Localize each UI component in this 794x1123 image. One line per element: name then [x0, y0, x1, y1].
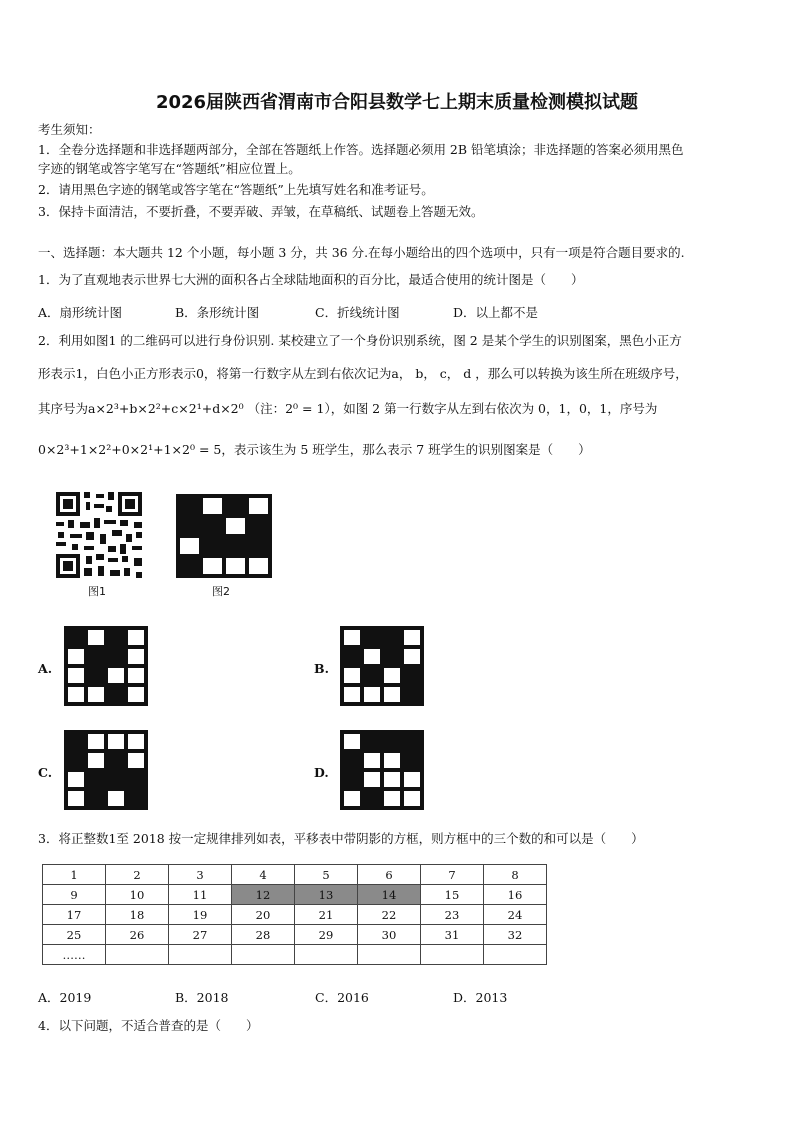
- table-cell: 22: [358, 905, 421, 925]
- black-square: [106, 751, 126, 770]
- notice-item: 2．请用黑色字迹的钢笔或答字笔在“答题纸”上先填写姓名和准考证号。: [38, 182, 434, 197]
- table-cell: 19: [169, 905, 232, 925]
- white-square: [362, 685, 382, 704]
- black-square: [362, 666, 382, 685]
- q2-option-b-pattern[interactable]: [340, 626, 424, 706]
- black-square: [382, 732, 402, 751]
- black-square: [402, 666, 422, 685]
- notice-item: 1．全卷分选择题和非选择题两部分，全部在答题纸上作答。选择题必须用 2B 铅笔填涂；非选择题的答案必须用黑色: [38, 142, 684, 157]
- white-square: [224, 556, 247, 576]
- q2-option-d-pattern[interactable]: [340, 730, 424, 810]
- white-square: [382, 770, 402, 789]
- black-square: [66, 628, 86, 647]
- black-square: [66, 732, 86, 751]
- table-cell: 26: [106, 925, 169, 945]
- white-square: [126, 732, 146, 751]
- white-square: [126, 666, 146, 685]
- q2-option-d-label[interactable]: D.: [314, 765, 329, 780]
- table-cell: 13: [295, 885, 358, 905]
- black-square: [86, 770, 106, 789]
- white-square: [126, 751, 146, 770]
- q2-option-c-pattern[interactable]: [64, 730, 148, 810]
- black-square: [178, 556, 201, 576]
- table-cell: 1: [43, 865, 106, 885]
- white-square: [382, 751, 402, 770]
- table-cell: 27: [169, 925, 232, 945]
- white-square: [362, 647, 382, 666]
- white-square: [402, 628, 422, 647]
- table-cell: 14: [358, 885, 421, 905]
- white-square: [201, 496, 224, 516]
- table-row: [43, 865, 547, 885]
- white-square: [382, 666, 402, 685]
- table-cell: [106, 945, 169, 965]
- white-square: [66, 770, 86, 789]
- question-2-line: 2．利用如图1 的二维码可以进行身份识别. 某校建立了一个身份识别系统，图 2 是某个学生的识别图案，黑色小正方: [38, 333, 682, 348]
- table-cell: 11: [169, 885, 232, 905]
- white-square: [106, 666, 126, 685]
- white-square: [66, 666, 86, 685]
- table-cell: [421, 945, 484, 965]
- white-square: [66, 685, 86, 704]
- black-square: [66, 751, 86, 770]
- q1-option-c[interactable]: C．折线统计图: [315, 305, 400, 320]
- figure-1-caption: 图1: [88, 585, 106, 598]
- black-square: [178, 496, 201, 516]
- black-square: [86, 666, 106, 685]
- black-square: [106, 685, 126, 704]
- table-cell: 6: [358, 865, 421, 885]
- table-cell: 32: [484, 925, 547, 945]
- table-cell: [169, 945, 232, 965]
- table-cell: [484, 945, 547, 965]
- table-cell: [295, 945, 358, 965]
- q1-option-b[interactable]: B．条形统计图: [175, 305, 260, 320]
- table-cell: 31: [421, 925, 484, 945]
- table-cell: 25: [43, 925, 106, 945]
- notice-item: 3．保持卡面清洁，不要折叠，不要弄破、弄皱，在草稿纸、试题卷上答题无效。: [38, 204, 484, 219]
- white-square: [342, 685, 362, 704]
- white-square: [342, 628, 362, 647]
- q2-option-a-label[interactable]: A.: [38, 661, 53, 676]
- white-square: [86, 751, 106, 770]
- question-2-line: 其序号为a×2³+b×2²+c×2¹+d×2⁰ （注：2⁰ = 1），如图 2 第一行数字从左到右依次为 0，1，0，1，序号为: [38, 401, 658, 416]
- q3-option-b[interactable]: B．2018: [175, 990, 229, 1005]
- table-cell: 9: [43, 885, 106, 905]
- table-cell: 10: [106, 885, 169, 905]
- black-square: [362, 789, 382, 808]
- q2-option-c-label[interactable]: C.: [38, 765, 53, 780]
- black-square: [402, 751, 422, 770]
- black-square: [224, 496, 247, 516]
- q1-option-a[interactable]: A．扇形统计图: [38, 305, 123, 320]
- table-cell: 2: [106, 865, 169, 885]
- white-square: [126, 628, 146, 647]
- table-cell: ……: [43, 945, 106, 965]
- question-1-stem: 1．为了直观地表示世界七大洲的面积各占全球陆地面积的百分比，最适合使用的统计图是（ ）: [38, 272, 584, 287]
- q3-option-c[interactable]: C．2016: [315, 990, 369, 1005]
- white-square: [106, 732, 126, 751]
- white-square: [402, 770, 422, 789]
- table-row: [43, 945, 547, 965]
- white-square: [402, 647, 422, 666]
- black-square: [382, 647, 402, 666]
- black-square: [126, 770, 146, 789]
- table-cell: 18: [106, 905, 169, 925]
- table-cell: 7: [421, 865, 484, 885]
- table-row: [43, 925, 547, 945]
- table-cell: 15: [421, 885, 484, 905]
- table-cell: 3: [169, 865, 232, 885]
- white-square: [126, 647, 146, 666]
- table-cell: 29: [295, 925, 358, 945]
- q3-option-a[interactable]: A．2019: [38, 990, 92, 1005]
- black-square: [178, 516, 201, 536]
- black-square: [201, 516, 224, 536]
- table-cell: 4: [232, 865, 295, 885]
- page-title: 2026届陕西省渭南市合阳县数学七上期末质量检测模拟试题: [155, 92, 639, 113]
- number-table: [42, 864, 547, 965]
- white-square: [106, 789, 126, 808]
- table-cell: 12: [232, 885, 295, 905]
- table-cell: 28: [232, 925, 295, 945]
- white-square: [86, 628, 106, 647]
- white-square: [247, 556, 270, 576]
- white-square: [382, 685, 402, 704]
- table-cell: 16: [484, 885, 547, 905]
- table-cell: 8: [484, 865, 547, 885]
- white-square: [201, 556, 224, 576]
- q3-option-d[interactable]: D．2013: [453, 990, 508, 1005]
- white-square: [66, 647, 86, 666]
- white-square: [342, 666, 362, 685]
- question-4-stem: 4．以下问题，不适合普查的是（ ）: [38, 1018, 259, 1033]
- table-cell: 23: [421, 905, 484, 925]
- section-heading: 一、选择题：本大题共 12 个小题，每小题 3 分，共 36 分.在每小题给出的四个选项中，只有一项是符合题目要求的.: [38, 245, 685, 260]
- black-square: [402, 732, 422, 751]
- white-square: [86, 732, 106, 751]
- notice-item: 字迹的钢笔或答字笔写在“答题纸”相应位置上。: [38, 161, 301, 176]
- notice-heading: 考生须知：: [38, 122, 101, 137]
- table-row: [43, 905, 547, 925]
- black-square: [126, 789, 146, 808]
- white-square: [342, 732, 362, 751]
- white-square: [342, 789, 362, 808]
- black-square: [342, 770, 362, 789]
- black-square: [247, 536, 270, 556]
- table-row: [43, 885, 547, 905]
- black-square: [402, 685, 422, 704]
- question-2-line: 0×2³+1×2²+0×2¹+1×2⁰ = 5，表示该生为 5 班学生，那么表示 7 班学生的识别图案是（ ）: [38, 442, 591, 457]
- black-square: [382, 628, 402, 647]
- black-square: [342, 647, 362, 666]
- white-square: [126, 685, 146, 704]
- black-square: [86, 789, 106, 808]
- table-cell: 21: [295, 905, 358, 925]
- q2-option-b-label[interactable]: B.: [314, 661, 329, 676]
- white-square: [178, 536, 201, 556]
- black-square: [106, 647, 126, 666]
- black-square: [106, 770, 126, 789]
- black-square: [362, 628, 382, 647]
- q2-option-a-pattern[interactable]: [64, 626, 148, 706]
- qr-code-image: [54, 490, 144, 580]
- black-square: [86, 647, 106, 666]
- white-square: [66, 789, 86, 808]
- table-cell: [232, 945, 295, 965]
- table-cell: 20: [232, 905, 295, 925]
- black-square: [362, 732, 382, 751]
- table-cell: 30: [358, 925, 421, 945]
- table-cell: 24: [484, 905, 547, 925]
- black-square: [201, 536, 224, 556]
- white-square: [382, 789, 402, 808]
- white-square: [362, 751, 382, 770]
- white-square: [402, 789, 422, 808]
- white-square: [247, 496, 270, 516]
- table-cell: 17: [43, 905, 106, 925]
- white-square: [362, 770, 382, 789]
- q1-option-d[interactable]: D．以上都不是: [453, 305, 539, 320]
- figure-2-pattern: [176, 494, 272, 578]
- question-2-line: 形表示1，白色小正方形表示0，将第一行数字从左到右依次记为a， b， c， d ，那么可以转换为该生所在班级序号，: [38, 366, 688, 381]
- white-square: [224, 516, 247, 536]
- black-square: [342, 751, 362, 770]
- black-square: [224, 536, 247, 556]
- black-square: [106, 628, 126, 647]
- white-square: [86, 685, 106, 704]
- table-cell: 5: [295, 865, 358, 885]
- figure-2-caption: 图2: [212, 585, 230, 598]
- table-cell: [358, 945, 421, 965]
- black-square: [247, 516, 270, 536]
- question-3-stem: 3．将正整数1至 2018 按一定规律排列如表，平移表中带阴影的方框，则方框中的三个数的和可以是（ ）: [38, 831, 644, 846]
